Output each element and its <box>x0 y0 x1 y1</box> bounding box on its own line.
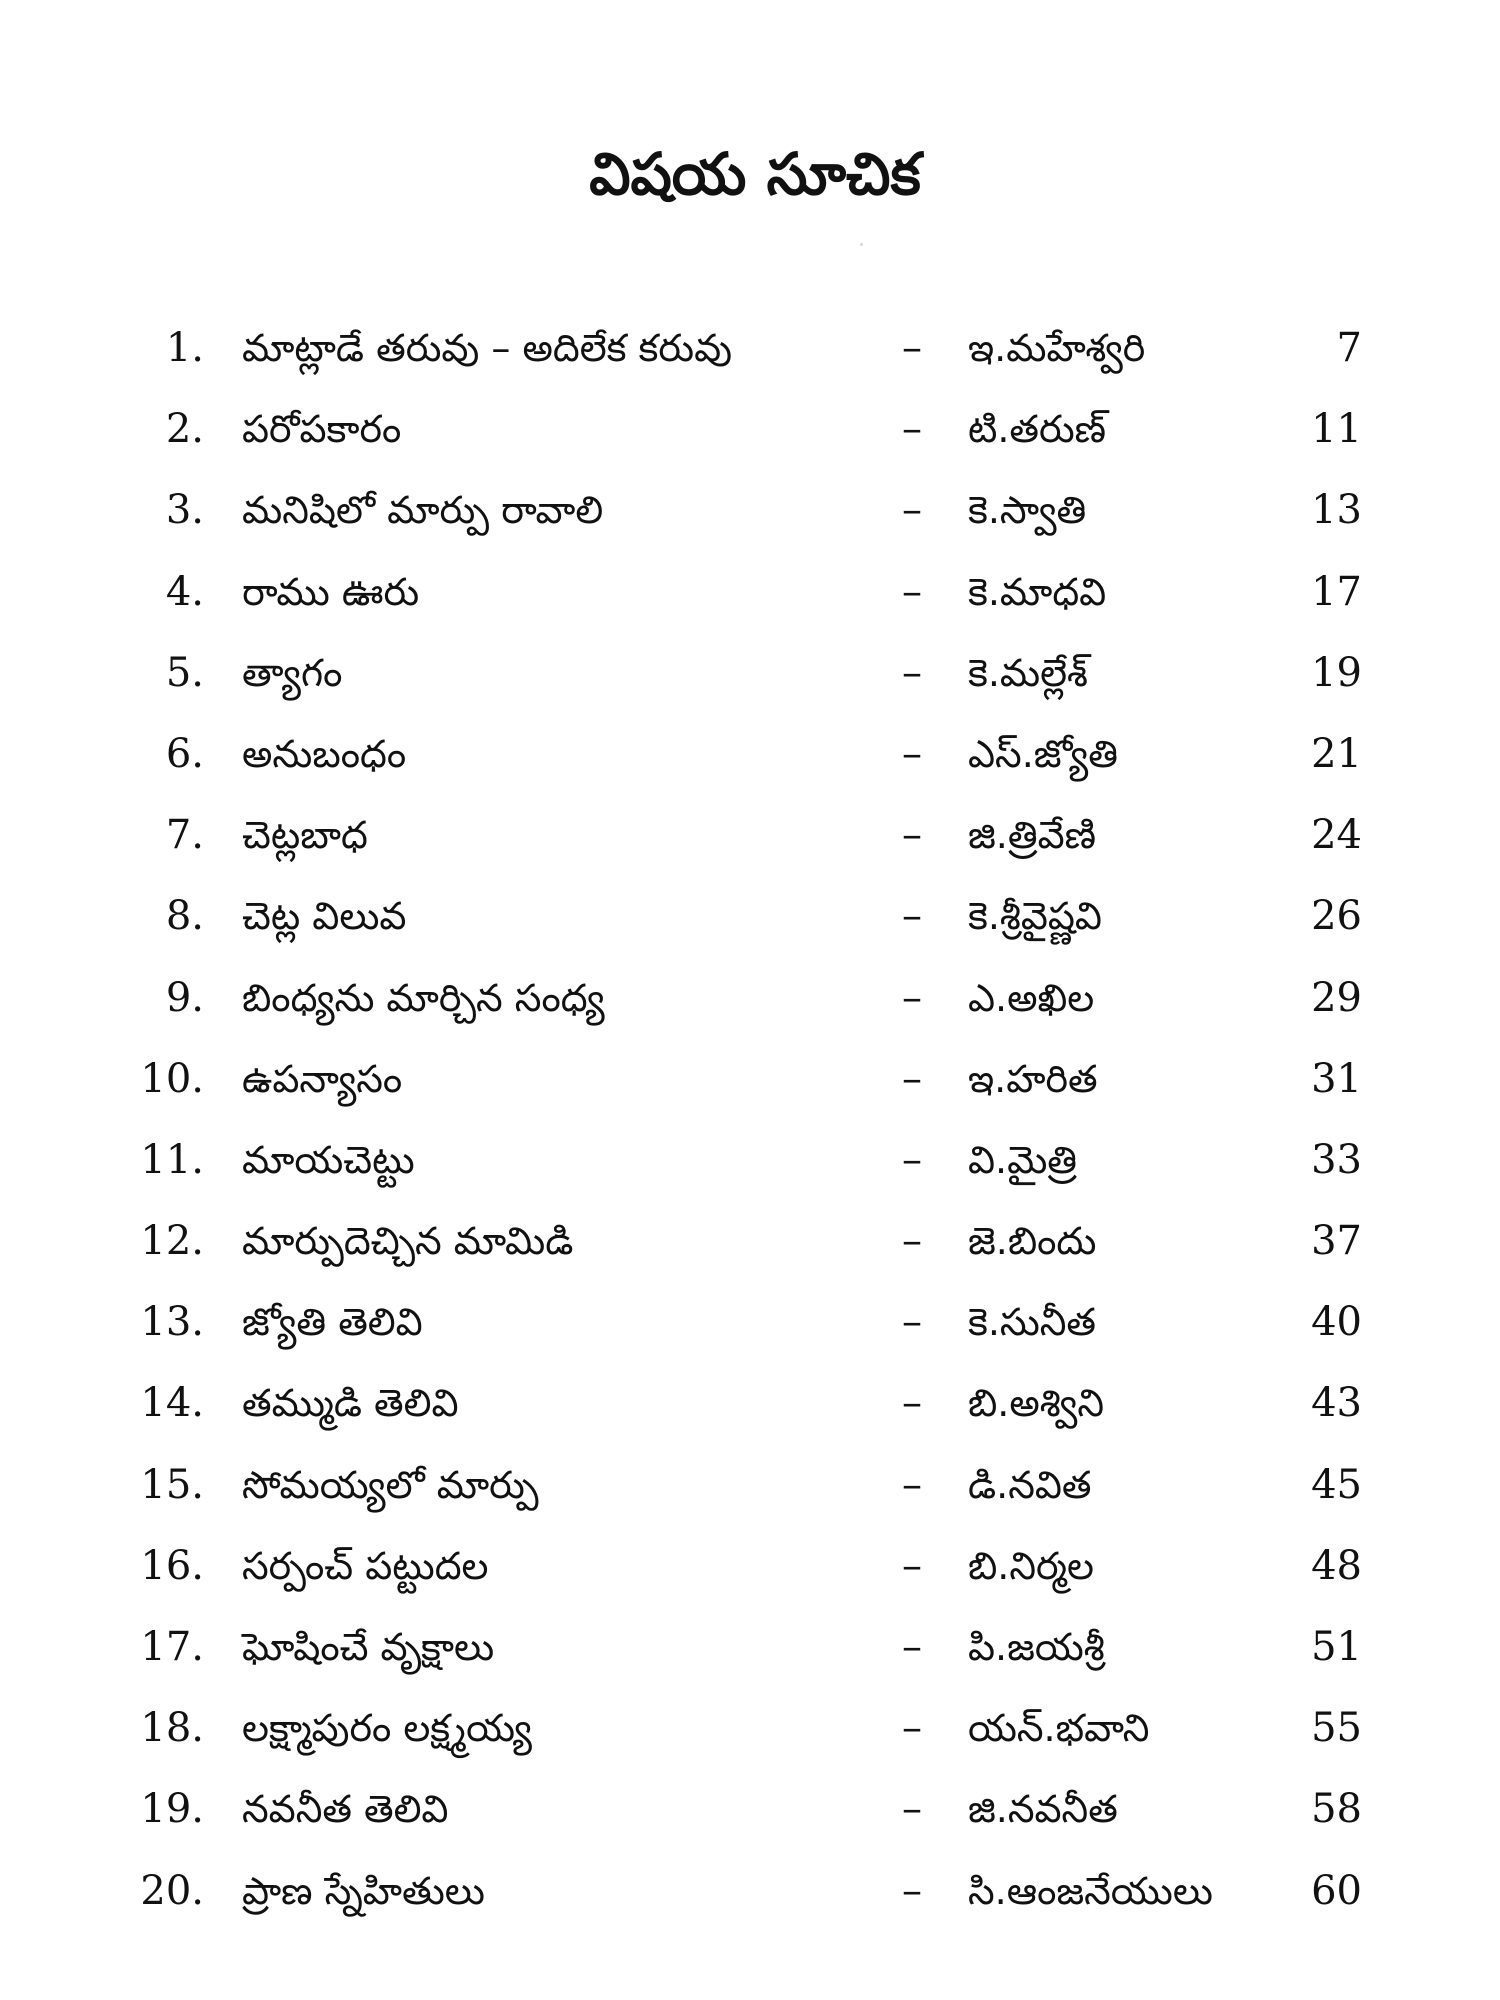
entry-separator: – <box>902 487 922 534</box>
entry-number: 10. <box>140 1055 204 1102</box>
entry-separator: – <box>902 406 922 453</box>
entry-number: 15. <box>140 1461 204 1508</box>
toc-entry[interactable] <box>0 714 1500 795</box>
entry-page-number: 51 <box>1311 1624 1362 1670</box>
entry-page-number: 24 <box>1311 812 1362 859</box>
entry-separator: – <box>902 325 922 371</box>
entry-author: ఎస్.జ్యోతి <box>968 731 1118 776</box>
toc-entry[interactable] <box>0 470 1500 551</box>
entry-number: 11. <box>140 1136 204 1183</box>
entry-number: 17. <box>140 1624 204 1670</box>
entry-separator: – <box>902 893 922 940</box>
entry-author: బి.నిర్మల <box>968 1543 1094 1588</box>
entry-author: యన్.భవాని <box>968 1706 1150 1751</box>
entry-title: జ్యోతి తెలివి <box>242 1300 423 1345</box>
entry-title: మనిషిలో మార్పు రావాలి <box>242 488 604 533</box>
toc-entry[interactable] <box>0 958 1500 1039</box>
entry-page-number: 43 <box>1311 1380 1362 1427</box>
table-of-contents <box>0 308 1500 1932</box>
toc-entry[interactable] <box>0 389 1500 470</box>
scan-speck <box>860 243 863 246</box>
entry-separator: – <box>902 974 922 1021</box>
entry-number: 8. <box>165 893 204 940</box>
entry-page-number: 40 <box>1311 1299 1362 1346</box>
entry-page-number: 29 <box>1311 974 1362 1021</box>
toc-entry[interactable] <box>0 1769 1500 1850</box>
entry-page-number: 37 <box>1311 1218 1362 1265</box>
entry-author: పి.జయశ్రీ <box>968 1625 1105 1669</box>
entry-separator: – <box>902 568 922 615</box>
entry-number: 19. <box>140 1786 204 1833</box>
entry-author: ఇ.మహేశ్వరి <box>968 326 1146 370</box>
entry-number: 4. <box>165 568 204 615</box>
toc-entry[interactable] <box>0 633 1500 714</box>
entry-author: జె.బిందు <box>968 1219 1097 1264</box>
entry-author: కె.స్వాతి <box>968 488 1087 533</box>
entry-title: చెట్ల విలువ <box>242 894 407 939</box>
entry-separator: – <box>902 1380 922 1427</box>
entry-separator: – <box>902 1299 922 1346</box>
entry-title: సోమయ్యలో మార్పు <box>242 1462 539 1507</box>
entry-number: 1. <box>165 325 204 371</box>
entry-title: పరోపకారం <box>242 407 402 452</box>
entry-author: టి.తరుణ్ <box>968 407 1107 452</box>
entry-author: కె.శ్రీవైష్ణవి <box>968 894 1102 939</box>
entry-author: కె.మాధవి <box>968 569 1107 614</box>
entry-page-number: 58 <box>1311 1786 1362 1833</box>
toc-entry[interactable] <box>0 1526 1500 1607</box>
entry-title: నవనీత తెలివి <box>242 1787 449 1832</box>
toc-entry[interactable] <box>0 1039 1500 1120</box>
toc-entry[interactable] <box>0 1445 1500 1526</box>
entry-author: ఎ.అఖిల <box>968 975 1095 1020</box>
entry-title: మాయచెట్టు <box>242 1137 415 1182</box>
entry-author: ఇ.హరిత <box>968 1056 1098 1101</box>
toc-entry[interactable] <box>0 1282 1500 1363</box>
entry-separator: – <box>902 1055 922 1102</box>
toc-entry[interactable] <box>0 1363 1500 1444</box>
toc-entry[interactable] <box>0 1607 1500 1688</box>
entry-separator: – <box>902 1218 922 1265</box>
entry-author: జి.నవనీత <box>968 1787 1118 1832</box>
entry-page-number: 31 <box>1311 1055 1362 1102</box>
entry-page-number: 60 <box>1311 1867 1362 1914</box>
entry-separator: – <box>902 1705 922 1752</box>
entry-page-number: 55 <box>1311 1705 1362 1752</box>
entry-title: బింధ్యను మార్చిన సంధ్య <box>242 975 605 1020</box>
entry-page-number: 48 <box>1311 1542 1362 1589</box>
entry-author: బి.అశ్విని <box>968 1381 1104 1426</box>
entry-author: కె.మల్లేశ్ <box>968 650 1088 695</box>
entry-number: 6. <box>165 730 204 777</box>
toc-entry[interactable] <box>0 1120 1500 1201</box>
entry-title: చెట్లబాధ <box>242 813 368 858</box>
entry-title: ప్రాణ స్నేహితులు <box>242 1868 485 1913</box>
entry-title: అనుబంధం <box>242 731 407 776</box>
toc-entry[interactable] <box>0 1688 1500 1769</box>
entry-separator: – <box>902 1136 922 1183</box>
entry-number: 2. <box>165 406 204 453</box>
entry-title: ఉపన్యాసం <box>242 1056 403 1101</box>
entry-author: డి.నవిత <box>968 1462 1092 1507</box>
entry-number: 13. <box>140 1299 204 1346</box>
entry-page-number: 45 <box>1311 1461 1362 1508</box>
toc-entry[interactable] <box>0 552 1500 633</box>
entry-number: 7. <box>165 812 204 859</box>
entry-separator: – <box>902 1461 922 1508</box>
entry-title: మార్పుదెచ్చిన మామిడి <box>242 1219 574 1264</box>
entry-separator: – <box>902 1867 922 1914</box>
toc-entry[interactable] <box>0 795 1500 876</box>
entry-title: మాట్లాడే తరువు – అదిలేక కరువు <box>242 326 732 370</box>
entry-page-number: 13 <box>1311 487 1362 534</box>
entry-number: 12. <box>140 1218 204 1265</box>
entry-separator: – <box>902 1542 922 1589</box>
entry-separator: – <box>902 1786 922 1833</box>
entry-title: తమ్ముడి తెలివి <box>242 1381 459 1426</box>
entry-number: 18. <box>140 1705 204 1752</box>
entry-page-number: 17 <box>1311 568 1362 615</box>
entry-number: 5. <box>165 649 204 696</box>
toc-entry[interactable] <box>0 308 1500 389</box>
entry-title: సర్పంచ్ పట్టుదల <box>242 1543 489 1588</box>
entry-page-number: 7 <box>1336 325 1362 371</box>
entry-page-number: 33 <box>1311 1136 1362 1183</box>
entry-page-number: 26 <box>1311 893 1362 940</box>
entry-author: వి.మైత్రి <box>968 1137 1078 1182</box>
page-title: విషయ సూచిక <box>589 139 921 208</box>
entry-page-number: 11 <box>1311 406 1362 453</box>
entry-number: 3. <box>165 487 204 534</box>
entry-title: ఘోషించే వృక్షాలు <box>242 1625 495 1669</box>
entry-author: సి.ఆంజనేయులు <box>968 1868 1213 1913</box>
entry-number: 20. <box>140 1867 204 1914</box>
toc-entry[interactable] <box>0 876 1500 957</box>
toc-entry[interactable] <box>0 1851 1500 1932</box>
entry-title: రాము ఊరు <box>242 569 420 614</box>
entry-title: త్యాగం <box>242 650 343 695</box>
entry-page-number: 19 <box>1311 649 1362 696</box>
entry-separator: – <box>902 812 922 859</box>
entry-number: 9. <box>165 974 204 1021</box>
entry-page-number: 21 <box>1311 730 1362 777</box>
toc-entry[interactable] <box>0 1201 1500 1282</box>
entry-author: కె.సునీత <box>968 1300 1096 1345</box>
entry-separator: – <box>902 649 922 696</box>
entry-separator: – <box>902 1624 922 1670</box>
entry-number: 16. <box>140 1542 204 1589</box>
entry-author: జి.త్రివేణి <box>968 813 1096 858</box>
entry-number: 14. <box>140 1380 204 1427</box>
entry-separator: – <box>902 730 922 777</box>
entry-title: లక్ష్మాపురం లక్ష్మయ్య <box>242 1706 532 1751</box>
